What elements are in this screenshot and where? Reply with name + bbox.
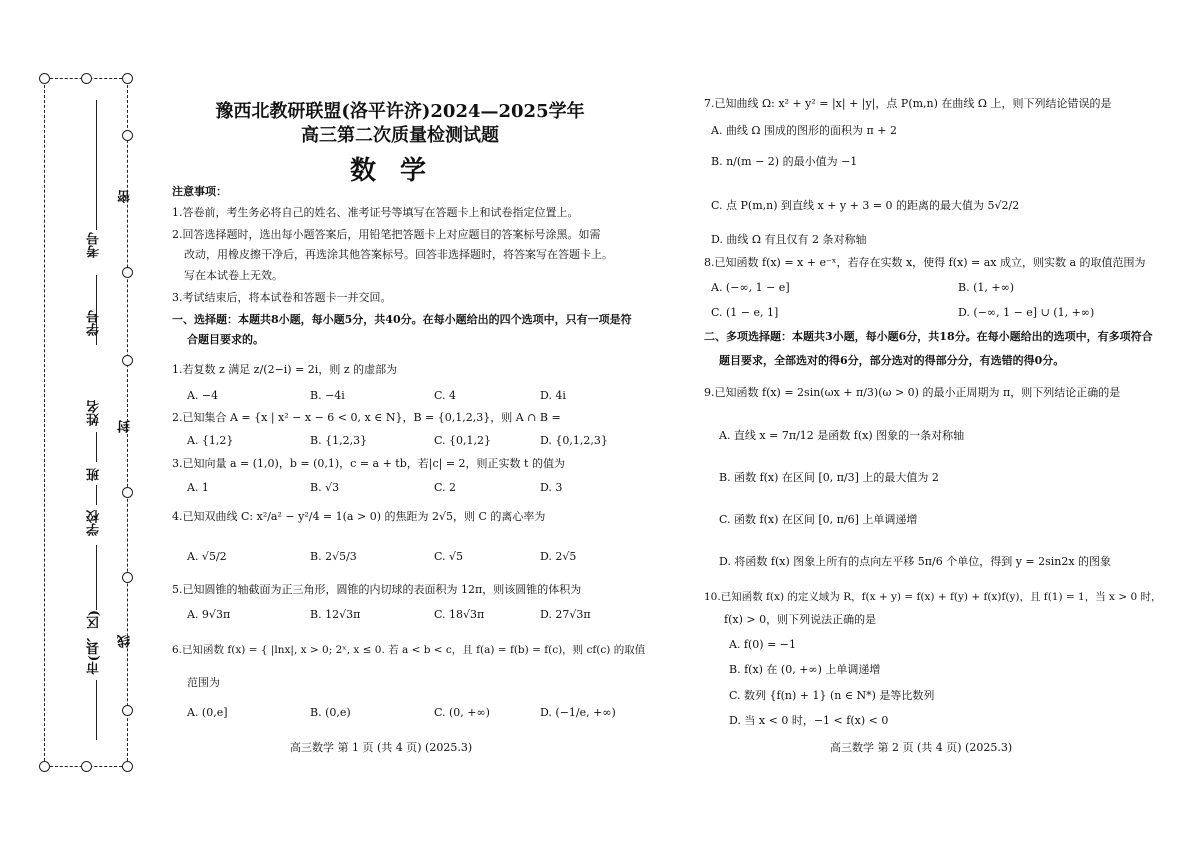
q10-option-c: C. 数列 {f(n) + 1} (n ∈ N*) 是等比数列 — [729, 689, 935, 702]
q7-option-c: C. 点 P(m,n) 到直线 x + y + 3 = 0 的距离的最大值为 5√2/2 — [711, 199, 1020, 212]
binding-hole — [122, 130, 133, 141]
q9-option-c: C. 函数 f(x) 在区间 [0, π/6] 上单调递增 — [719, 513, 918, 526]
seal-mark-mi: 密 — [118, 190, 133, 203]
q3-option-d: D. 3 — [540, 481, 563, 494]
question-6-cont: 范围为 — [187, 676, 220, 689]
notice-1: 1.答卷前，考生务必将自己的姓名、准考证号等填写在答题卡上和试卷指定位置上。 — [172, 206, 579, 219]
q9-option-b: B. 函数 f(x) 在区间 [0, π/3] 上的最大值为 2 — [719, 471, 939, 484]
question-4: 4.已知双曲线 C: x²/a² − y²/4 = 1(a > 0) 的焦距为 2√5，则 C 的离心率为 — [172, 510, 546, 523]
q8-option-d: D. (−∞, 1 − e] ∪ (1, +∞) — [958, 306, 1095, 319]
question-1: 1.若复数 z 满足 z/(2−i) = 2i，则 z 的虚部为 — [172, 363, 398, 376]
q3-option-b: B. √3 — [310, 481, 340, 494]
q2-option-c: C. {0,1,2} — [434, 434, 492, 447]
q7-option-a: A. 曲线 Ω 围成的图形的面积为 π + 2 — [711, 124, 897, 137]
binding-hole — [122, 761, 133, 772]
name-label: 姓名 — [87, 400, 102, 426]
class-label: 班 — [87, 468, 102, 481]
exam-title-line1: 豫西北教研联盟(洛平许济)2024—2025学年 — [215, 101, 585, 122]
page-2-footer: 高三数学 第 2 页 (共 4 页) (2025.3) — [830, 741, 1013, 754]
q5-option-b: B. 12√3π — [310, 608, 361, 621]
seat-no-label: 学号 — [87, 310, 102, 336]
school-line — [96, 545, 97, 610]
section-2-heading-b: 题目要求，全部选对的得6分，部分选对的得部分分，有选错的得0分。 — [719, 354, 1065, 367]
q1-option-d: D. 4i — [540, 389, 566, 402]
q8-option-b: B. (1, +∞) — [958, 281, 1015, 294]
binding-hole — [122, 267, 133, 278]
q10-option-b: B. f(x) 在 (0, +∞) 上单调递增 — [729, 663, 881, 676]
exam-no-label: 考号 — [87, 232, 102, 258]
binding-hole — [39, 761, 50, 772]
binding-hole — [81, 73, 92, 84]
notice-2a: 2.回答选择题时，选出每小题答案后，用铅笔把答题卡上对应题目的答案标号涂黑。如需 — [172, 228, 601, 241]
binding-hole — [122, 487, 133, 498]
notice-2c: 写在本试卷上无效。 — [184, 269, 283, 282]
q4-option-d: D. 2√5 — [540, 550, 577, 563]
notice-2b: 改动，用橡皮擦干净后，再选涂其他答案标号。回答非选择题时，将答案写在答题卡上。 — [184, 248, 613, 261]
question-8: 8.已知函数 f(x) = x + e⁻ˣ，若存在实数 x，使得 f(x) = ax 成立，则实数 a 的取值范围为 — [704, 256, 1146, 269]
q3-option-a: A. 1 — [187, 481, 209, 494]
q10-option-d: D. 当 x < 0 时，−1 < f(x) < 0 — [729, 714, 889, 727]
q2-option-a: A. {1,2} — [187, 434, 234, 447]
section-1-heading-b: 合题目要求的。 — [187, 333, 264, 346]
seal-mark-xian: 线 — [118, 635, 133, 648]
seal-mark-feng: 封 — [118, 420, 133, 433]
q5-option-a: A. 9√3π — [187, 608, 231, 621]
q6-option-c: C. (0, +∞) — [434, 706, 490, 719]
q9-option-d: D. 将函数 f(x) 图象上所有的点向左平移 5π/6 个单位，得到 y = 2sin2x 的图象 — [719, 555, 1112, 568]
binding-hole — [122, 572, 133, 583]
q2-option-d: D. {0,1,2,3} — [540, 434, 608, 447]
school-label: 学校 — [87, 510, 102, 536]
question-2: 2.已知集合 A = {x | x² − x − 6 < 0, x ∈ N}，B = {0,1,2,3}，则 A ∩ B = — [172, 411, 561, 424]
section-2-heading-a: 二、多项选择题：本题共3小题，每小题6分，共18分。在每小题给出的选项中，有多项符合 — [704, 330, 1153, 343]
binding-hole — [81, 761, 92, 772]
exam-no-line — [96, 100, 97, 230]
question-5: 5.已知圆锥的轴截面为正三角形，圆锥的内切球的表面积为 12π，则该圆锥的体积为 — [172, 583, 582, 596]
q3-option-c: C. 2 — [434, 481, 457, 494]
q9-option-a: A. 直线 x = 7π/12 是函数 f(x) 图象的一条对称轴 — [719, 429, 965, 442]
q4-option-c: C. √5 — [434, 550, 464, 563]
binding-hole — [122, 73, 133, 84]
q2-option-b: B. {1,2,3} — [310, 434, 368, 447]
question-3: 3.已知向量 a = (1,0)，b = (0,1)，c = a + tb，若|c| = 2，则正实数 t 的值为 — [172, 457, 565, 470]
page-1-footer: 高三数学 第 1 页 (共 4 页) (2025.3) — [290, 741, 473, 754]
q5-option-d: D. 27√3π — [540, 608, 591, 621]
q7-option-d: D. 曲线 Ω 有且仅有 2 条对称轴 — [711, 233, 867, 246]
q4-option-b: B. 2√5/3 — [310, 550, 357, 563]
q6-option-b: B. (0,e) — [310, 706, 351, 719]
q8-option-c: C. (1 − e, 1] — [711, 306, 779, 319]
section-1-heading-a: 一、选择题：本题共8小题，每小题5分，共40分。在每小题给出的四个选项中，只有一项是符 — [172, 313, 632, 326]
city-line — [96, 680, 97, 740]
q1-option-a: A. −4 — [187, 389, 219, 402]
q5-option-c: C. 18√3π — [434, 608, 485, 621]
city-label: 市(县、区) — [87, 610, 102, 675]
q4-option-a: A. √5/2 — [187, 550, 227, 563]
question-7: 7.已知曲线 Ω: x² + y² = |x| + |y|，点 P(m,n) 在曲线 Ω 上，则下列结论错误的是 — [704, 97, 1112, 110]
question-6: 6.已知函数 f(x) = { |lnx|, x > 0; 2ˣ, x ≤ 0. 若 a < b < c，且 f(a) = f(b) = f(c)，则 cf(c) 的取值 — [172, 644, 646, 656]
class-line — [96, 485, 97, 505]
name-line — [96, 432, 97, 462]
binding-hole — [122, 705, 133, 716]
binding-hole — [122, 355, 133, 366]
question-9: 9.已知函数 f(x) = 2sin(ωx + π/3)(ω > 0) 的最小正周期为 π，则下列结论正确的是 — [704, 386, 1121, 399]
q7-option-b: B. n/(m − 2) 的最小值为 −1 — [711, 155, 858, 168]
q1-option-b: B. −4i — [310, 389, 345, 402]
q6-option-d: D. (−1/e, +∞) — [540, 706, 616, 719]
question-10-cont: f(x) > 0，则下列说法正确的是 — [724, 613, 877, 626]
question-10: 10.已知函数 f(x) 的定义域为 R，f(x + y) = f(x) + f(y) + f(x)f(y)，且 f(1) = 1，当 x > 0 时， — [704, 591, 1162, 603]
q10-option-a: A. f(0) = −1 — [729, 638, 797, 651]
exam-title-line2: 高三第二次质量检测试题 — [301, 125, 499, 146]
notice-3: 3.考试结束后，将本试卷和答题卡一并交回。 — [172, 291, 392, 304]
notice-heading: 注意事项： — [172, 185, 227, 198]
binding-hole — [39, 73, 50, 84]
q6-option-a: A. (0,e] — [187, 706, 228, 719]
q1-option-c: C. 4 — [434, 389, 457, 402]
exam-subject: 数学 — [349, 156, 450, 186]
q8-option-a: A. (−∞, 1 − e] — [711, 281, 790, 294]
